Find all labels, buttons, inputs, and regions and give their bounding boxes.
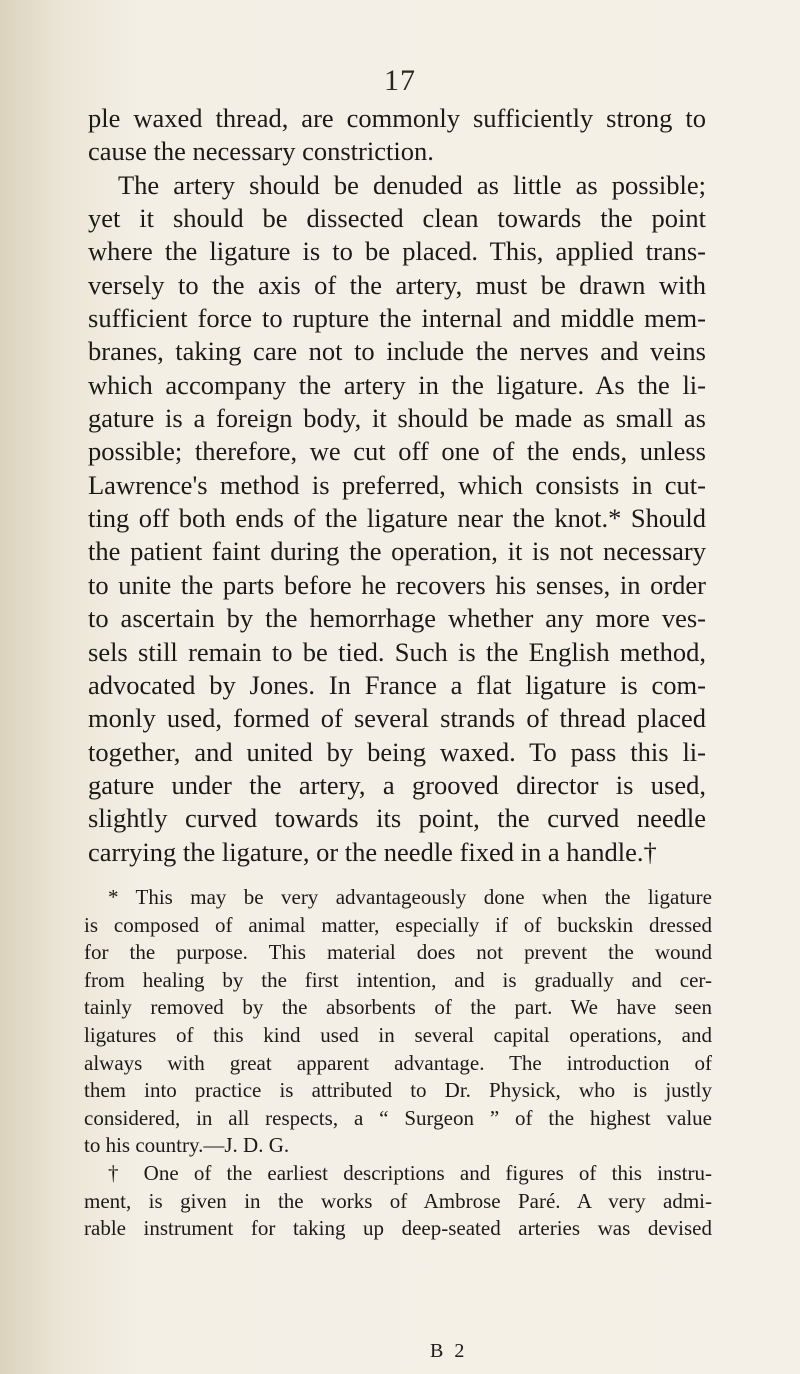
body-line: the patient faint during the operation, it is not necessary	[88, 536, 706, 567]
footnote-line: considered, in all respects, a “ Surgeon ” of the highest value	[84, 1105, 712, 1130]
body-line: slightly curved towards its point, the curved needle	[88, 803, 706, 834]
body-line: which accompany the artery in the ligature. As the li-	[88, 369, 706, 400]
body-line: ting off both ends of the ligature near the knot.* Should	[88, 503, 706, 534]
footnote-line: † One of the earliest descriptions and figures of this instru-	[108, 1160, 712, 1185]
body-line: yet it should be dissected clean towards the point	[88, 203, 706, 234]
footnote-line: rable instrument for taking up deep-seated arteries was devised	[84, 1216, 712, 1241]
footnote-line: from healing by the first intention, and is gradually and cer-	[84, 967, 712, 992]
body-line: gature under the artery, a grooved director is used,	[88, 769, 706, 800]
body-line: together, and united by being waxed. To pass this li-	[88, 736, 706, 767]
body-line: cause the necessary constriction.	[88, 136, 434, 167]
body-line: versely to the axis of the artery, must be drawn with	[88, 269, 706, 300]
body-line: Lawrence's method is preferred, which consists in cut-	[88, 469, 706, 500]
body-line: The artery should be denuded as little as possible;	[118, 169, 706, 200]
body-text	[88, 102, 706, 869]
body-line: carrying the ligature, or the needle fixed in a handle.†	[88, 836, 657, 867]
footnotes	[84, 884, 712, 1243]
page-number: 17	[384, 64, 416, 97]
footnote-line: ligatures of this kind used in several capital operations, and	[84, 1022, 712, 1047]
footnote-line: * This may be very advantageously done when the ligature	[108, 885, 712, 909]
footnote-line: to his country.—J. D. G.	[84, 1133, 290, 1158]
footnote-line: tainly removed by the absorbents of the part. We have seen	[84, 995, 712, 1020]
body-line: where the ligature is to be placed. This, applied trans-	[88, 236, 706, 267]
body-line: possible; therefore, we cut off one of the ends, unless	[88, 436, 706, 467]
footnote-line: is composed of animal matter, especially if of buckskin dressed	[84, 912, 712, 937]
body-line: ple waxed thread, are commonly sufficiently strong to	[88, 103, 706, 133]
body-line: sufficient force to rupture the internal and middle mem-	[88, 303, 706, 334]
footnote-line: them into practice is attributed to Dr. Physick, who is justly	[84, 1078, 712, 1103]
body-line: advocated by Jones. In France a flat ligature is com-	[88, 669, 706, 700]
body-line: monly used, formed of several strands of thread placed	[88, 703, 706, 734]
footnote-line: for the purpose. This material does not prevent the wound	[84, 940, 712, 965]
signature-mark: B 2	[430, 1340, 468, 1362]
footnote-line: ment, is given in the works of Ambrose Paré. A very admi-	[84, 1188, 712, 1213]
body-line: to unite the parts before he recovers his senses, in order	[88, 569, 706, 600]
body-line: gature is a foreign body, it should be made as small as	[88, 403, 706, 434]
footnote-line: always with great apparent advantage. The introduction of	[84, 1050, 712, 1075]
body-line: branes, taking care not to include the nerves and veins	[88, 336, 706, 367]
body-line: to ascertain by the hemorrhage whether any more ves-	[88, 603, 706, 634]
body-line: sels still remain to be tied. Such is the English method,	[88, 636, 706, 667]
